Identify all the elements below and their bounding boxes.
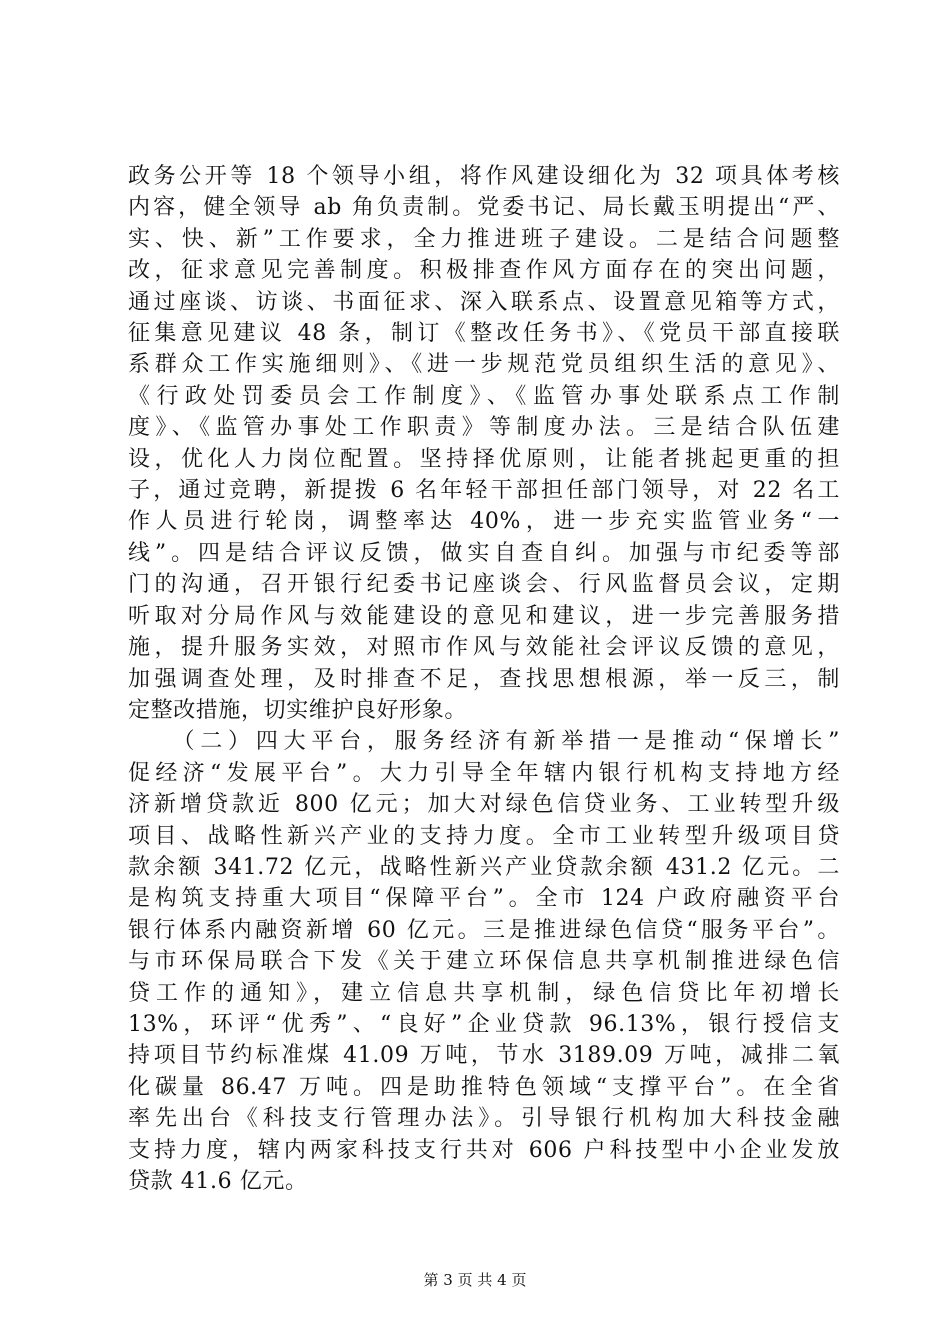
text-line: 听取对分局作风与效能建设的意见和建议，进一步完善服务措 — [128, 603, 840, 629]
text-line: 贷工作的通知》，建立信息共享机制，绿色信贷比年初增长 — [128, 980, 840, 1006]
text-line: 内容，健全领导 ab 角负责制。党委书记、局长戴玉明提出“严、 — [128, 195, 840, 221]
text-line: 项目、战略性新兴产业的支持力度。全市工业转型升级项目贷 — [128, 823, 840, 849]
text-line: 款余额 341.72 亿元，战略性新兴产业贷款余额 431.2 亿元。二 — [128, 854, 840, 880]
text-line: 支持力度，辖内两家科技支行共对 606 户科技型中小企业发放 — [128, 1137, 840, 1163]
text-line: 银行体系内融资新增 60 亿元。三是推进绿色信贷“服务平台”。 — [128, 917, 840, 943]
text-line: 政务公开等 18 个领导小组，将作风建设细化为 32 项具体考核 — [128, 164, 840, 189]
text-line: （二）四大平台，服务经济有新举措一是推动“保增长” — [128, 729, 840, 755]
page-footer: 第 3 页 共 4 页 — [423, 1271, 527, 1289]
text-line: 化碳量 86.47 万吨。四是助推特色领域“支撑平台”。在全省 — [128, 1074, 840, 1100]
text-line: 与市环保局联合下发《关于建立环保信息共享机制推进绿色信 — [128, 949, 840, 975]
text-line: 征集意见建议 48 条，制订《整改任务书》、《党员干部直接联 — [128, 321, 840, 347]
text-line: 定整改措施，切实维护良好形象。 — [128, 697, 468, 723]
text-line: 设，优化人力岗位配置。坚持择优原则，让能者挑起更重的担 — [128, 446, 840, 472]
text-line: 持项目节约标准煤 41.09 万吨，节水 3189.09 万吨，减排二氧 — [128, 1043, 840, 1069]
text-line: 作人员进行轮岗，调整率达 40%，进一步充实监管业务“一 — [128, 509, 840, 535]
text-line: 门的沟通，召开银行纪委书记座谈会、行风监督员会议，定期 — [128, 572, 840, 598]
text-line: 加强调查处理，及时排查不足，查找思想根源，举一反三，制 — [128, 666, 840, 692]
text-line: 实、快、新”工作要求，全力推进班子建设。二是结合问题整 — [128, 226, 840, 252]
text-line: 改，征求意见完善制度。积极排查作风方面存在的突出问题， — [128, 258, 840, 284]
text-line: 13%，环评“优秀”、“良好”企业贷款 96.13%，银行授信支 — [128, 1011, 840, 1037]
text-line: 济新增贷款近 800 亿元；加大对绿色信贷业务、工业转型升级 — [128, 792, 840, 818]
text-line: 率先出台《科技支行管理办法》。引导银行机构加大科技金融 — [128, 1106, 840, 1132]
body-text — [128, 161, 840, 1197]
text-line: 线”。四是结合评议反馈，做实自查自纠。加强与市纪委等部 — [128, 540, 840, 566]
text-line: 贷款 41.6 亿元。 — [128, 1169, 308, 1194]
text-line: 是构筑支持重大项目“保障平台”。全市 124 户政府融资平台 — [128, 886, 840, 912]
text-line: 度》、《监管办事处工作职责》等制度办法。三是结合队伍建 — [128, 415, 840, 441]
text-line: 通过座谈、访谈、书面征求、深入联系点、设置意见箱等方式， — [128, 289, 840, 315]
text-line: 系群众工作实施细则》、《进一步规范党员组织生活的意见》、 — [128, 352, 840, 378]
text-line: 促经济“发展平台”。大力引导全年辖内银行机构支持地方经 — [128, 760, 840, 786]
text-line: 《行政处罚委员会工作制度》、《监管办事处联系点工作制 — [128, 383, 840, 409]
text-line: 施，提升服务实效，对照市作风与效能社会评议反馈的意见， — [128, 635, 840, 661]
text-line: 子，通过竞聘，新提拨 6 名年轻干部担任部门领导，对 22 名工 — [128, 478, 840, 504]
